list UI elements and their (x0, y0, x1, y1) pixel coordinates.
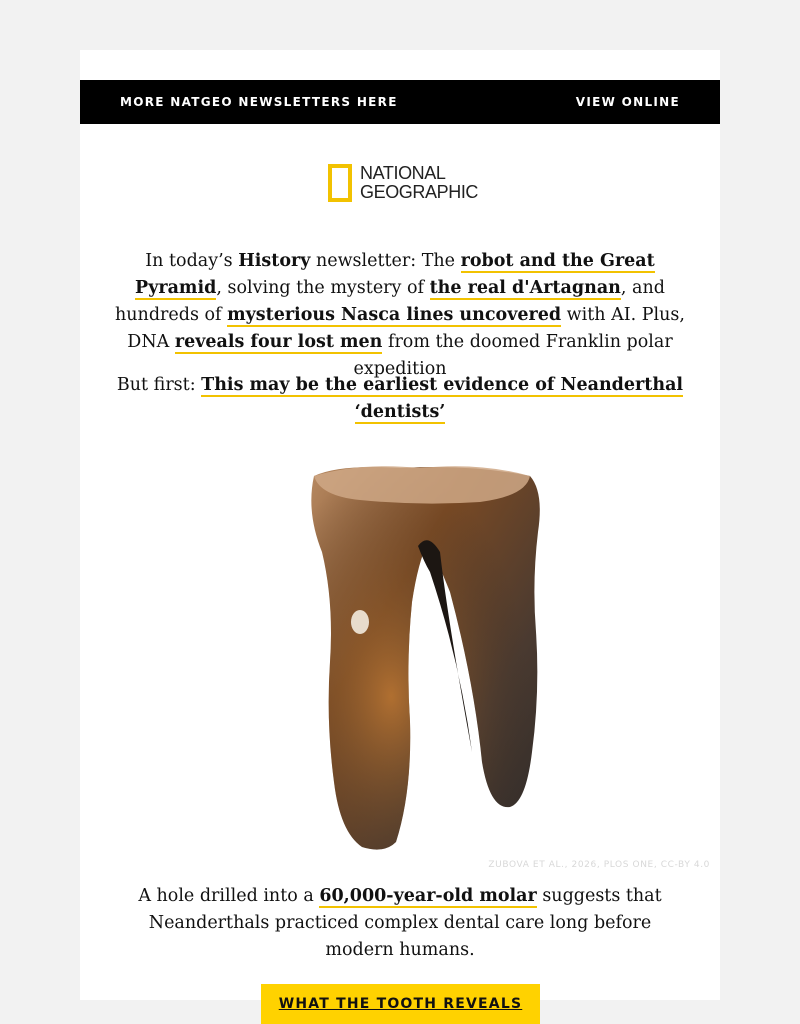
view-online-link[interactable]: VIEW ONLINE (575, 95, 680, 109)
logo-line-1: NATIONAL (360, 163, 446, 183)
molar-photo[interactable] (300, 462, 545, 852)
intro-text: newsletter: The (310, 251, 461, 271)
newsletter-card (80, 50, 720, 1012)
pyramid-robot-link[interactable]: robot and the Great Pyramid (135, 251, 655, 298)
natgeo-logo[interactable] (328, 160, 478, 206)
lead-prefix: But first: (116, 375, 202, 395)
what-the-tooth-reveals-button[interactable]: WHAT THE TOOTH REVEALS (261, 984, 540, 1024)
top-bar (80, 80, 720, 124)
caption-text: A hole drilled into a (138, 886, 320, 906)
intro-text: with AI. Plus, DNA (127, 305, 685, 352)
molar-link[interactable]: 60,000-year-old molar (319, 886, 537, 906)
dartagnan-link[interactable]: the real d'Artagnan (429, 278, 621, 298)
intro-paragraph (100, 248, 700, 383)
caption-text: suggests that Neanderthals practiced complex dental care long before modern humans. (148, 886, 662, 960)
nasca-lines-link[interactable]: mysterious Nasca lines uncovered (227, 305, 562, 325)
photo-credit: ZUBOVA ET AL., 2026, PLOS ONE, CC-BY 4.0 (488, 860, 710, 870)
story-caption (120, 883, 680, 964)
yellow-border-icon (328, 164, 352, 202)
intro-text: In today’s (145, 251, 239, 271)
intro-text: from the doomed Franklin polar expedition (353, 332, 673, 379)
lead-story-line (100, 372, 700, 426)
section-name: History (238, 251, 311, 271)
more-newsletters-link[interactable]: MORE NATGEO NEWSLETTERS HERE (120, 95, 398, 109)
franklin-dna-link[interactable]: reveals four lost men (174, 332, 383, 352)
logo-line-2: GEOGRAPHIC (360, 182, 479, 202)
lead-story-link[interactable]: This may be the earliest evidence of Neanderthal ‘dentists’ (201, 375, 684, 422)
logo-wordmark (360, 164, 478, 202)
intro-text: , and hundreds of (115, 278, 665, 325)
intro-text: , solving the mystery of (216, 278, 430, 298)
